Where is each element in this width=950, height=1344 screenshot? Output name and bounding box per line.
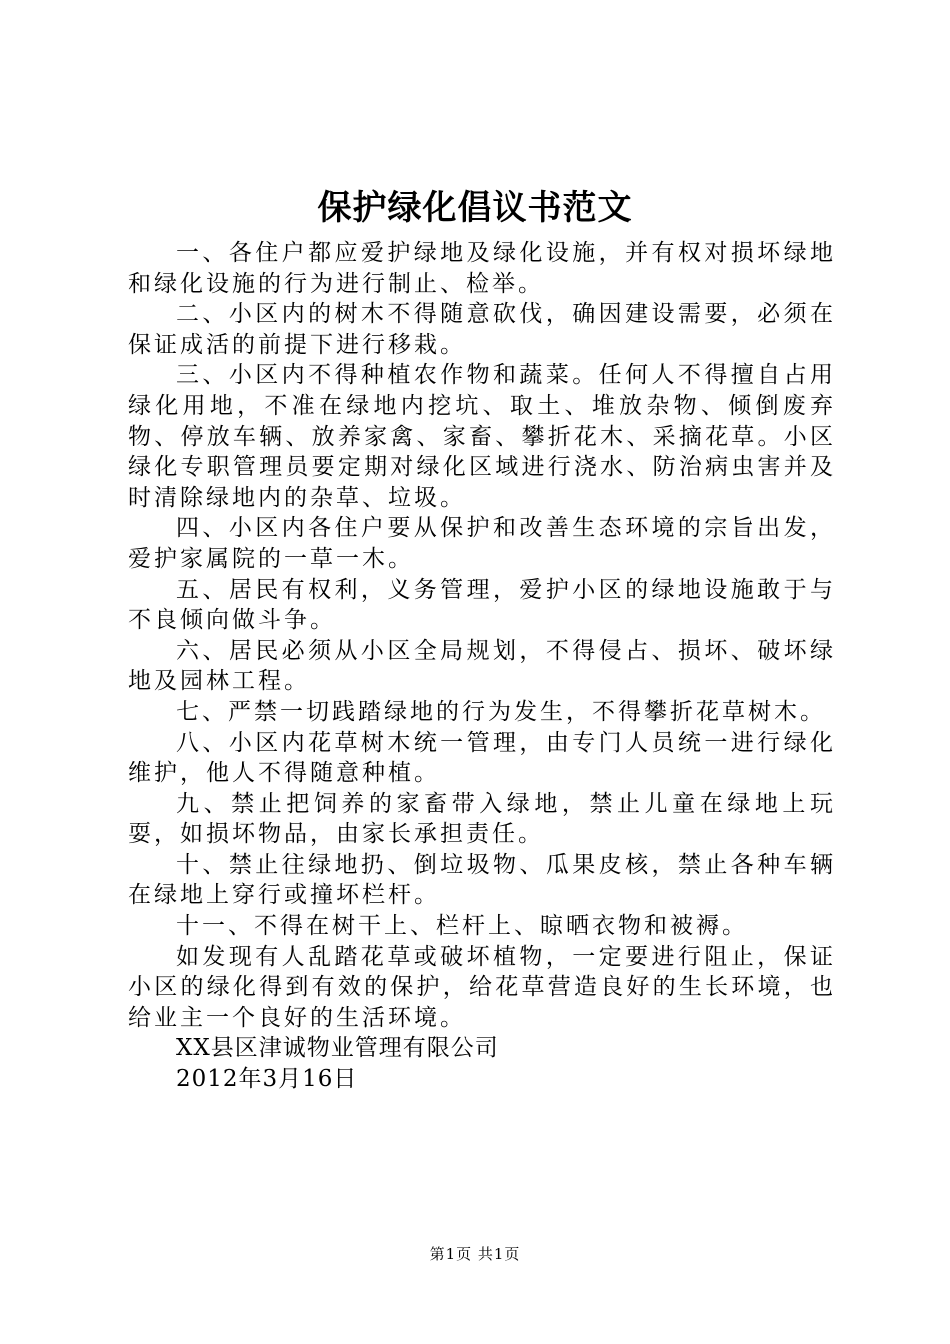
paragraph-1: 一、各住户都应爱护绿地及绿化设施，并有权对损坏绿地和绿化设施的行为进行制止、检举。 xyxy=(128,240,836,297)
paragraph-10: 十、禁止往绿地扔、倒垃圾物、瓜果皮核，禁止各种车辆在绿地上穿行或撞坏栏杆。 xyxy=(128,851,836,909)
signature-company: XX县区津诚物业管理有限公司 xyxy=(176,1035,499,1062)
page-footer: 第1页 共1页 xyxy=(429,1245,521,1263)
paragraph-4: 四、小区内各住户要从保护和改善生态环境的宗旨出发，爱护家属院的一草一木。 xyxy=(128,515,836,572)
paragraph-8: 八、小区内花草树木统一管理，由专门人员统一进行绿化维护，他人不得随意种植。 xyxy=(128,729,836,787)
signature-date: 2012年3月16日 xyxy=(176,1066,358,1093)
paragraph-2: 二、小区内的树木不得随意砍伐，确因建设需要，必须在保证成活的前提下进行移栽。 xyxy=(128,301,836,358)
paragraph-7: 七、严禁一切践踏绿地的行为发生，不得攀折花草树木。 xyxy=(176,698,826,725)
document-title: 保护绿化倡议书范文 xyxy=(317,188,633,228)
paragraph-5: 五、居民有权利，义务管理，爱护小区的绿地设施敢于与不良倾向做斗争。 xyxy=(128,576,836,634)
paragraph-closing: 如发现有人乱踏花草或破坏植物，一定要进行阻止，保证小区的绿化得到有效的保护，给花草营造良好的生长环境，也给业主一个良好的生活环境。 xyxy=(128,943,836,1031)
paragraph-3: 三、小区内不得种植农作物和蔬菜。任何人不得擅自占用绿化用地，不准在绿地内挖坑、取土、堆放杂物、倾倒废弃物、停放车辆、放养家禽、家畜、攀折花木、采摘花草。小区绿化专职管理员要定期对绿化区域进行浇水、防治病虫害并及时清除绿地内的杂草、垃圾。 xyxy=(128,362,836,511)
document-body xyxy=(128,238,836,1095)
paragraph-9: 九、禁止把饲养的家畜带入绿地，禁止儿童在绿地上玩耍，如损坏物品，由家长承担责任。 xyxy=(128,790,836,848)
paragraph-11: 十一、不得在树干上、栏杆上、晾晒衣物和被褥。 xyxy=(176,913,748,940)
paragraph-6: 六、居民必须从小区全局规划，不得侵占、损坏、破坏绿地及园林工程。 xyxy=(128,637,836,695)
